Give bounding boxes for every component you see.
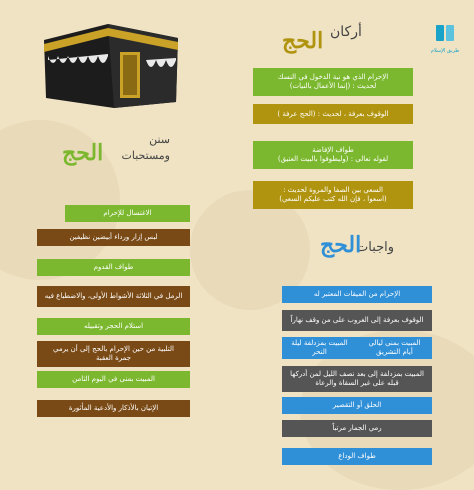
sunan-item: الاغتسال للإحرام	[65, 205, 190, 222]
arkan-item: الوقوف بعرفة ، لحديث : (الحج عرفة )	[253, 104, 413, 124]
wajibat-item: المبيت بمزدلفة إلى بعد نصف الليل لمن أدركها قبله على غير السقاة والرعاة	[282, 366, 432, 392]
wajibat-item: المبيت بمنى ليالي أيام التشريق	[357, 337, 432, 359]
logo-text: طريق الإسلام	[430, 48, 460, 54]
wajibat-item: رمي الجمار مرتباً	[282, 420, 432, 437]
wajibat-item: الوقوف بعرفة إلى الغروب على من وقف نهاراً	[282, 310, 432, 331]
kaaba-illustration	[36, 10, 186, 110]
wajibat-heading: واجبات	[356, 240, 395, 255]
sunan-item: التلبية من حين الإحرام بالحج إلى أن يرمي جمرة العقبة	[37, 341, 190, 367]
wajibat-item: طواف الوداع	[282, 448, 432, 465]
sunan-item: لبس إزار ورداء أبيضين نظيفين	[37, 229, 190, 246]
sunan-item: المبيت بمنى في اليوم الثامن	[37, 371, 190, 388]
wajibat-hajj-word: الحج	[320, 232, 362, 258]
arkan-item: الإحرام الذي هو نية الدخول في النسك لحديث : (إنما الأعمال بالنيات)	[253, 68, 413, 96]
arkan-heading: أركان	[330, 24, 362, 40]
wajibat-item: الإحرام من الميقات المعتبر له	[282, 286, 432, 303]
arkan-hajj-word: الحج	[282, 28, 324, 54]
sunan-heading: سنن ومستحبات	[121, 133, 170, 162]
site-logo	[428, 22, 462, 54]
sunan-item: الإتيان بالأذكار والأدعية المأثورة	[37, 400, 190, 417]
wajibat-item: الحلق أو التقصير	[282, 397, 432, 414]
arkan-item: السعي بين الصفا والمروة لحديث : (اسعوا ، فإن الله كتب عليكم السعي)	[253, 181, 413, 209]
sunan-item: طواف القدوم	[37, 259, 190, 276]
arkan-item: طواف الإفاضة لقوله تعالى : (وليطوفوا بالبيت العتيق)	[253, 141, 413, 169]
sunan-item: الرمل في الثلاثة الأشواط الأولى، والاضطباع فيه	[37, 286, 190, 307]
sunan-item: استلام الحجر وتقبيله	[37, 318, 190, 335]
book-icon	[434, 22, 456, 44]
wajibat-item: المبيت بمزدلفة ليلة النحر	[282, 337, 357, 359]
sunan-hajj-word: الحج	[62, 140, 104, 166]
